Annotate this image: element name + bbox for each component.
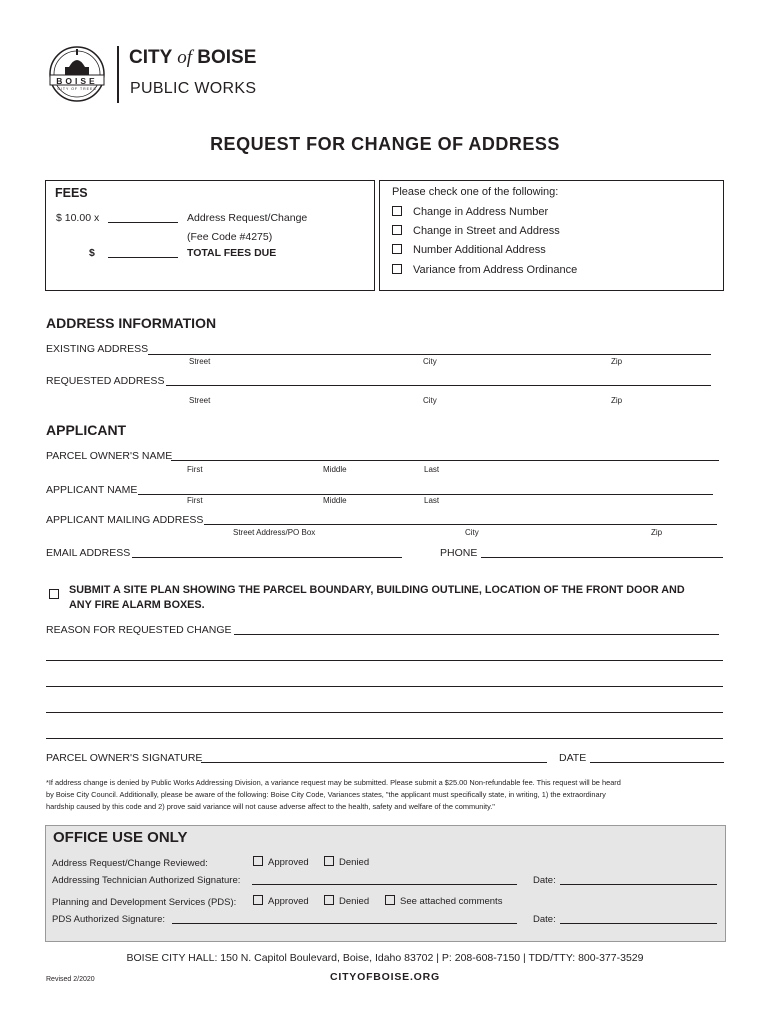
reviewed-label: Address Request/Change Reviewed: [52, 858, 208, 869]
applicant-first-caption: First [187, 496, 203, 505]
option-change-number[interactable]: Change in Address Number [392, 206, 548, 218]
fees-heading: FEES [55, 186, 88, 200]
existing-zip-caption: Zip [611, 357, 623, 366]
owner-last-caption: Last [424, 465, 440, 474]
reason-line-2[interactable] [46, 660, 723, 661]
site-plan-checkbox[interactable] [49, 586, 64, 604]
tech-date-label: Date: [533, 875, 556, 886]
checkbox[interactable] [392, 244, 402, 254]
email-label: EMAIL ADDRESS [46, 547, 131, 559]
checkbox[interactable] [392, 206, 402, 216]
option-additional-address[interactable]: Number Additional Address [392, 244, 546, 256]
city-of-boise-wordmark [129, 47, 256, 69]
pds-signature-field[interactable] [172, 923, 517, 924]
site-plan-line2: ANY FIRE ALARM BOXES. [69, 599, 205, 611]
mailing-street-caption: Street Address/PO Box [233, 528, 316, 537]
date-label: DATE [559, 752, 587, 764]
requested-city-caption: City [423, 396, 437, 405]
phone-label: PHONE [440, 547, 478, 559]
of-word: of [177, 47, 192, 68]
applicant-name-label: APPLICANT NAME [46, 484, 138, 496]
seal-text: BOISE [56, 76, 98, 86]
existing-address-field[interactable] [148, 354, 711, 355]
checkbox[interactable] [385, 895, 395, 905]
pds-label: Planning and Development Services (PDS): [52, 897, 237, 908]
existing-street-caption: Street [189, 357, 211, 366]
notice-line-1: *If address change is denied by Public Works Addressing Division, a variance request may be submitted. Please submit a $25.00 Non-refundable fee. This request will be heard [46, 778, 621, 787]
revised-date: Revised 2/2020 [46, 976, 95, 983]
office-use-heading: OFFICE USE ONLY [53, 829, 188, 846]
fee-total-field[interactable] [108, 257, 178, 258]
reason-label: REASON FOR REQUESTED CHANGE [46, 624, 232, 636]
owner-middle-caption: Middle [323, 465, 347, 474]
fee-quantity-field[interactable] [108, 222, 178, 223]
phone-field[interactable] [481, 557, 723, 558]
signature-label: PARCEL OWNER'S SIGNATURE [46, 752, 203, 764]
pds-date-label: Date: [533, 914, 556, 925]
reviewed-denied[interactable]: Denied [324, 857, 369, 868]
reviewed-approved[interactable]: Approved [253, 857, 309, 868]
checkbox[interactable] [324, 856, 334, 866]
requested-address-field[interactable] [166, 385, 711, 386]
site-plan-line1: SUBMIT A SITE PLAN SHOWING THE PARCEL BOUNDARY, BUILDING OUTLINE, LOCATION OF THE FRONT DOOR AND [69, 584, 685, 596]
city-seal-logo [47, 45, 107, 103]
applicant-last-caption: Last [424, 496, 440, 505]
signature-field[interactable] [201, 762, 547, 763]
footer-website: CITYOFBOISE.ORG [329, 971, 440, 983]
mailing-zip-caption: Zip [651, 528, 663, 537]
checkbox[interactable] [49, 589, 59, 599]
existing-address-label: EXISTING ADDRESS [46, 343, 149, 355]
applicant-name-field[interactable] [138, 494, 713, 495]
seal-subtext: CITY OF TREES [57, 87, 97, 91]
owner-name-label: PARCEL OWNER'S NAME [46, 450, 173, 462]
reason-line-3[interactable] [46, 686, 723, 687]
fee-total-dollar: $ [89, 247, 95, 259]
pds-date-field[interactable] [560, 923, 717, 924]
pds-denied[interactable]: Denied [324, 896, 369, 907]
boise-word: BOISE [197, 47, 257, 68]
fee-amount-1: $ 10.00 x [56, 212, 100, 224]
applicant-middle-caption: Middle [323, 496, 347, 505]
mailing-city-caption: City [465, 528, 479, 537]
footer-address: BOISE CITY HALL: 150 N. Capitol Boulevard, Boise, Idaho 83702 | P: 208-608-7150 | TDD/TTY: 800-377-3529 [126, 952, 644, 964]
pds-see-attached[interactable]: See attached comments [385, 896, 502, 907]
owner-name-field[interactable] [171, 460, 719, 461]
logo-divider [117, 46, 119, 103]
checkbox[interactable] [253, 856, 263, 866]
checkbox[interactable] [392, 225, 402, 235]
change-type-heading: Please check one of the following: [392, 186, 559, 198]
address-info-heading: ADDRESS INFORMATION [46, 315, 217, 331]
option-change-street[interactable]: Change in Street and Address [392, 225, 560, 237]
reason-field[interactable] [234, 634, 719, 635]
tech-signature-label: Addressing Technician Authorized Signature: [52, 875, 241, 886]
reason-line-4[interactable] [46, 712, 723, 713]
applicant-heading: APPLICANT [46, 422, 127, 438]
checkbox[interactable] [324, 895, 334, 905]
mailing-address-label: APPLICANT MAILING ADDRESS [46, 514, 204, 526]
pds-approved[interactable]: Approved [253, 896, 309, 907]
date-field[interactable] [590, 762, 724, 763]
existing-city-caption: City [423, 357, 437, 366]
requested-street-caption: Street [189, 396, 211, 405]
checkbox[interactable] [253, 895, 263, 905]
fee-total-label: TOTAL FEES DUE [187, 247, 277, 259]
notice-line-3: hardship caused by this code and 2) prove said variance will not cause adverse affect to the health, safety and welfare of the community." [46, 802, 495, 811]
pds-signature-label: PDS Authorized Signature: [52, 914, 166, 925]
email-field[interactable] [132, 557, 402, 558]
tech-signature-field[interactable] [252, 884, 517, 885]
page-title: REQUEST FOR CHANGE OF ADDRESS [210, 134, 560, 154]
notice-line-2: by Boise City Council. Additionally, please be aware of the following: Boise City Code, Variances states, "the applicant must specifically state, in writing, 1) the extraordinary [46, 790, 606, 799]
fee-label-1: Address Request/Change [187, 212, 308, 224]
requested-address-label: REQUESTED ADDRESS [46, 375, 165, 387]
checkbox[interactable] [392, 264, 402, 274]
owner-first-caption: First [187, 465, 203, 474]
option-variance[interactable]: Variance from Address Ordinance [392, 264, 577, 276]
requested-zip-caption: Zip [611, 396, 623, 405]
city-word: CITY [129, 47, 172, 68]
department-name: PUBLIC WORKS [130, 80, 257, 97]
fee-code: (Fee Code #4275) [187, 231, 273, 243]
variance-notice [46, 777, 726, 813]
tech-date-field[interactable] [560, 884, 717, 885]
mailing-address-field[interactable] [204, 524, 717, 525]
reason-line-5[interactable] [46, 738, 723, 739]
